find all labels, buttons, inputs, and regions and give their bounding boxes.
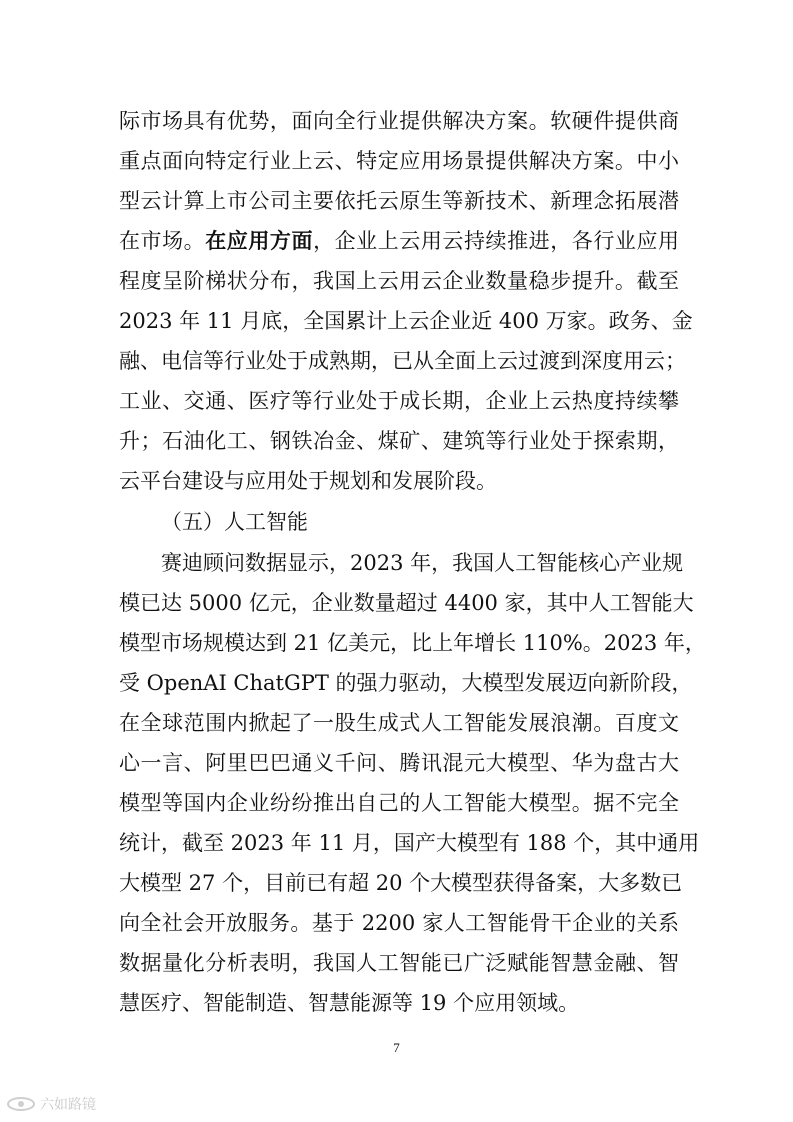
- paragraph-line: 受 OpenAI ChatGPT 的强力驱动，大模型发展迈向新阶段，: [119, 671, 693, 695]
- paragraph-line: 升；石油化工、钢铁冶金、煤矿、建筑等行业处于探索期，: [119, 429, 679, 453]
- page-number: 7: [393, 1040, 400, 1055]
- paragraph-line: 在全球范围内掀起了一股生成式人工智能发展浪潮。百度文: [119, 711, 679, 735]
- paragraph-line: 数据量化分析表明，我国人工智能已广泛赋能智慧金融、智: [119, 951, 679, 975]
- paragraph-line: 云平台建设与应用处于规划和发展阶段。: [119, 469, 497, 493]
- paragraph-line: 重点面向特定行业上云、特定应用场景提供解决方案。中小: [119, 149, 679, 173]
- paragraph-line: 赛迪顾问数据显示，2023 年，我国人工智能核心产业规: [161, 551, 684, 575]
- paragraph-line: 际市场具有优势，面向全行业提供解决方案。软硬件提供商: [119, 109, 679, 133]
- paragraph-line: 模型市场规模达到 21 亿美元，比上年增长 110%。2023 年，: [119, 631, 706, 655]
- paragraph-line: 工业、交通、医疗等行业处于成长期，企业上云热度持续攀: [119, 389, 679, 413]
- paragraph-line: 型云计算上市公司主要依托云原生等新技术、新理念拓展潜: [119, 189, 679, 213]
- paragraph-line: 模已达 5000 亿元，企业数量超过 4400 家，其中人工智能大: [119, 591, 694, 615]
- text-segment: 在市场。: [119, 229, 206, 253]
- watermark: [6, 1094, 96, 1114]
- watermark-text: 六如路镜: [40, 1097, 96, 1113]
- paragraph-line: 融、电信等行业处于成熟期，已从全面上云过渡到深度用云；: [119, 349, 686, 373]
- paragraph-line: 统计，截至 2023 年 11 月，国产大模型有 188 个，其中通用: [119, 831, 700, 855]
- bold-phrase: 在应用方面: [205, 228, 314, 253]
- paragraph-line: 程度呈阶梯状分布，我国上云用云企业数量稳步提升。截至: [119, 269, 679, 293]
- paragraph-line: 大模型 27 个，目前已有超 20 个大模型获得备案，大多数已: [119, 871, 683, 895]
- text-segment: ，企业上云用云持续推进，各行业应用: [313, 229, 680, 253]
- paragraph-line: 慧医疗、智能制造、智慧能源等 19 个应用领域。: [119, 991, 580, 1015]
- paragraph-line: 心一言、阿里巴巴通义千问、腾讯混元大模型、华为盘古大: [119, 751, 679, 775]
- paragraph-line: 模型等国内企业纷纷推出自己的人工智能大模型。据不完全: [119, 791, 679, 815]
- section-heading: （五）人工智能: [161, 510, 308, 534]
- eye-logo-icon: [6, 1096, 36, 1112]
- paragraph-line: 向全社会开放服务。基于 2200 家人工智能骨干企业的关系: [119, 911, 679, 935]
- paragraph-line: 2023 年 11 月底，全国累计上云企业近 400 万家。政务、金: [119, 309, 693, 333]
- paragraph-line: [119, 221, 679, 261]
